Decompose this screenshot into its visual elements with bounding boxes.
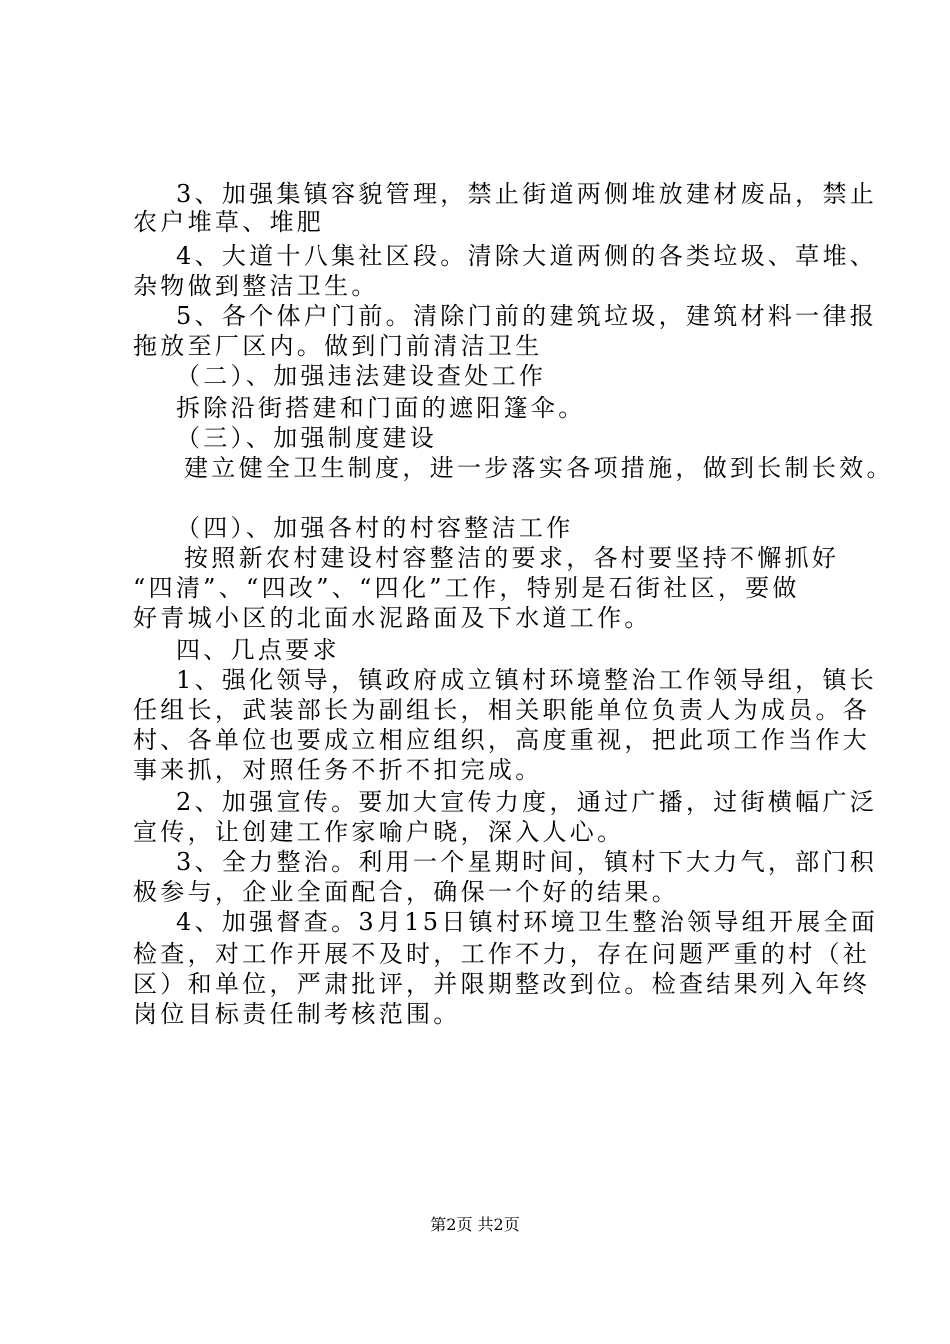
paragraph-line: 任组长，武装部长为副组长，相关职能单位负责人为成员。各 [133,696,871,724]
paragraph-line: 3、全力整治。利用一个星期时间，镇村下大力气，部门积 [176,848,878,876]
paragraph-line: 岗位目标责任制考核范围。 [133,1000,461,1028]
paragraph-line: 3、加强集镇容貌管理，禁止街道两侧堆放建材废品，禁止 [176,180,878,208]
page-number-footer: 第2页 共2页 [430,1215,520,1234]
paragraph-line: 宣传，让创建工作家喻户晓，深入人心。 [133,818,625,846]
paragraph-line: 建立健全卫生制度，进一步落实各项措施，做到长制长效。 [184,454,894,482]
paragraph-line: 农户堆草、堆肥 [133,208,325,236]
section-heading: （二）、加强违法建设查处工作 [176,362,547,390]
paragraph-line: 2、加强宣传。要加大宣传力度，通过广播，过街横幅广泛 [176,788,878,816]
paragraph-line: 极参与，企业全面配合，确保一个好的结果。 [133,878,679,906]
paragraph-line: 好青城小区的北面水泥路面及下水道工作。 [133,604,652,632]
section-heading: （三）、加强制度建设 [176,424,437,452]
paragraph-line: 按照新农村建设村容整洁的要求，各村要坚持不懈抓好 [184,544,840,572]
section-heading: （四）、加强各村的村容整洁工作 [176,514,574,542]
paragraph-line: 区）和单位，严肃批评，并限期整改到位。检查结果列入年终 [133,970,871,998]
paragraph-line: 事来抓，对照任务不折不扣完成。 [133,756,543,784]
paragraph-line: 5、各个体户门前。清除门前的建筑垃圾，建筑材料一律报 [176,302,878,330]
section-heading: 四、几点要求 [176,636,340,664]
paragraph-line: 4、加强督查。3月15日镇村环境卫生整治领导组开展全面 [176,908,879,936]
paragraph-line: 村、各单位也要成立相应组织，高度重视，把此项工作当作大 [133,726,871,754]
paragraph-line: 4、大道十八集社区段。清除大道两侧的各类垃圾、草堆、 [176,242,878,270]
paragraph-line: “四清”、“四改”、“四化”工作，特别是石街社区，要做 [133,574,800,602]
paragraph-line: 拖放至厂区内。做到门前清洁卫生 [133,332,543,360]
paragraph-line: 杂物做到整洁卫生。 [133,272,379,300]
paragraph-line: 拆除沿街搭建和门面的遮阳篷伞。 [176,394,586,422]
paragraph-line: 检查，对工作开展不及时，工作不力，存在问题严重的村（社 [133,940,871,968]
paragraph-line: 1、强化领导，镇政府成立镇村环境整治工作领导组，镇长 [176,666,878,694]
